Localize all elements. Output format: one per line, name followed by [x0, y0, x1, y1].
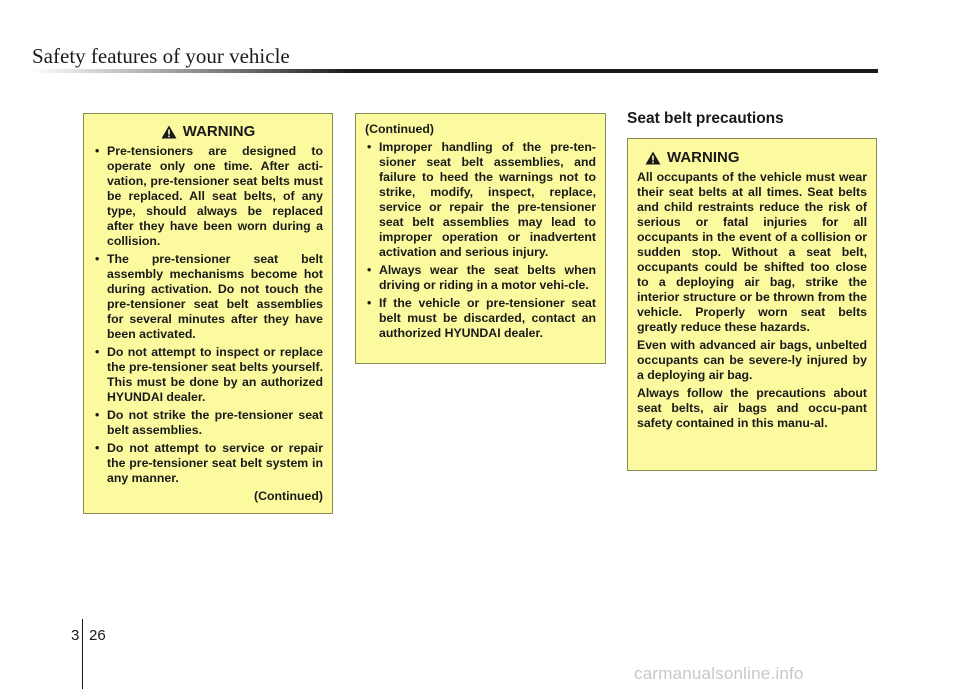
warning-list-item: • Do not strike the pre-tensioner seat belt assemblies.	[93, 408, 323, 438]
warning-list-item: • The pre-tensioner seat belt assembly mechanisms become hot during activation. Do not touch the pre-tensioner seat belt assemblies for several minutes after they have been activated.	[93, 252, 323, 342]
continued-label: (Continued)	[365, 122, 434, 136]
warning-list-item: • Improper handling of the pre-ten-sioner seat belt assemblies, and failure to heed the warnings not to strike, modify, inspect, replace, service or repair the pre-tensioner seat belt assemblies may lead to improper operation or inadvertent activation and serious injury.	[365, 140, 596, 260]
section-title: Seat belt precautions	[627, 110, 784, 127]
warning-triangle-icon	[645, 151, 661, 165]
warning-list	[93, 144, 323, 486]
continued-label: (Continued)	[254, 489, 323, 503]
warning-list	[365, 140, 596, 341]
page-header-title: Safety features of your vehicle	[32, 44, 290, 68]
warning-box-seat-belt	[627, 138, 877, 471]
warning-box-continued	[355, 113, 606, 364]
warning-list-item: • Do not attempt to service or repair the pre-tensioner seat belt system in any manner.	[93, 441, 323, 486]
warning-paragraph: All occupants of the vehicle must wear their seat belts at all times. Seat belts and child restraints reduce the risk of serious or fatal injuries for all occupants in the event of a collision or sudden stop. Without a seat belt, occupants could be shifted too close to a deploying air bag, strike the interior structure or be thrown from the vehicle. Properly worn seat belts greatly reduce these hazards.	[637, 170, 867, 334]
page-number: 26	[89, 627, 106, 644]
warning-list-item: • Do not attempt to inspect or replace the pre-tensioner seat belts yourself. This must be done by an authorized HYUNDAI dealer.	[93, 345, 323, 405]
warning-heading-label: WARNING	[667, 149, 740, 166]
warning-heading	[93, 123, 323, 141]
warning-list-item: • If the vehicle or pre-tensioner seat belt must be discarded, contact an authorized HYUNDAI dealer.	[365, 296, 596, 341]
watermark: carmanualsonline.info	[634, 664, 804, 683]
warning-triangle-icon	[161, 125, 177, 139]
warning-list-item: • Always wear the seat belts when driving or riding in a motor vehi-cle.	[365, 263, 596, 293]
footer-divider	[82, 619, 83, 689]
header-rule	[30, 69, 878, 73]
warning-box-pretensioner	[83, 113, 333, 514]
warning-paragraph: Always follow the precautions about seat belts, air bags and occu-pant safety contained in this manu-al.	[637, 386, 867, 430]
warning-list-item: • Pre-tensioners are designed to operate only one time. After acti-vation, pre-tensioner seat belts must be replaced. All seat belts, of any type, should always be replaced after they have been worn during a collision.	[93, 144, 323, 249]
warning-paragraph: Even with advanced air bags, unbelted occupants can be severe-ly injured by a deploying air bag.	[637, 338, 867, 382]
warning-heading-label: WARNING	[182, 123, 256, 140]
chapter-number: 3	[71, 627, 80, 644]
warning-heading	[637, 149, 867, 167]
